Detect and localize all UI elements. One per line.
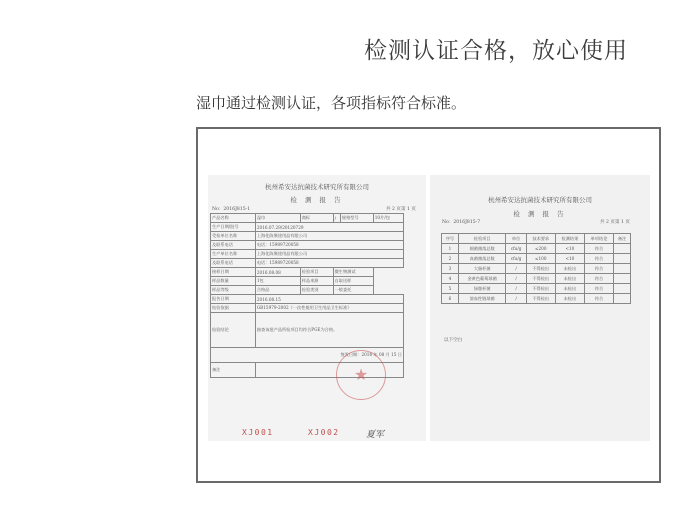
table-cell: 自取送样 [333, 277, 373, 286]
test-results-table [441, 233, 631, 304]
table-cell: 绿脓杆菌 [458, 284, 506, 294]
table-cell: 检验项目 [300, 268, 333, 277]
report-number: No：2016J815-7 [442, 220, 481, 225]
table-cell: / [333, 214, 340, 223]
table-cell: <10 [555, 254, 584, 264]
table-cell: 湿巾 [255, 214, 300, 223]
report-org-name: 杭州希安达抗菌技术研究所有限公司 [265, 183, 369, 191]
page-headline: 检测认证合格，放心使用 [364, 38, 628, 64]
table-cell: 及联系电话 [211, 259, 256, 268]
table-row [442, 294, 631, 304]
table-row [211, 214, 404, 223]
table-cell: 生产日期/批号 [211, 223, 256, 232]
table-row [211, 268, 404, 277]
table-cell: 细菌菌落总数 [458, 244, 506, 254]
table-row [442, 244, 631, 254]
table-cell: 样品数量 [211, 277, 256, 286]
table-header-cell: 检验项目 [458, 234, 506, 244]
table-header-cell: 检测结果 [555, 234, 584, 244]
table-cell [614, 254, 631, 264]
table-cell: 上海化陈聚途用品有限公司 [255, 250, 403, 259]
table-cell: 微生物测试 [333, 268, 373, 277]
table-header-cell: 单位 [506, 234, 526, 244]
table-cell: 样品来源 [300, 277, 333, 286]
table-cell: 大肠杆菌 [458, 264, 506, 274]
table-cell: 6 [442, 294, 459, 304]
table-cell: 真菌菌落总数 [458, 254, 506, 264]
table-cell: 及联系电话 [211, 241, 256, 250]
test-report-sheet-2 [430, 175, 650, 441]
table-row [211, 295, 404, 304]
table-cell [614, 274, 631, 284]
table-cell: / [506, 274, 526, 284]
table-cell: 符合 [584, 244, 613, 254]
conclusion-label: 检验结论 [211, 313, 256, 348]
table-header-cell: 技术要求 [526, 234, 555, 244]
table-cell: 未检出 [555, 264, 584, 274]
table-cell: 未检出 [555, 284, 584, 294]
table-cell: 电话：15989720058 [255, 259, 403, 268]
table-cell: 未检出 [555, 294, 584, 304]
table-cell: 上海化陈聚途用品有限公司 [255, 232, 403, 241]
test-report-sheet-1 [208, 175, 426, 441]
remark-label: 备注 [211, 363, 256, 378]
table-cell: 符合 [584, 254, 613, 264]
table-cell: 符合 [584, 284, 613, 294]
table-cell [614, 264, 631, 274]
table-cell: 5 [442, 284, 459, 294]
table-cell: 检验类别 [300, 286, 333, 295]
table-cell [614, 244, 631, 254]
seal-star-icon: ★ [353, 365, 369, 384]
certificate-frame [196, 127, 661, 483]
report-number: No：2016J815-1 [212, 207, 251, 212]
table-cell: 接样日期 [211, 268, 256, 277]
table-cell: 商标 [300, 214, 333, 223]
table-cell: 规格型号 [340, 214, 373, 223]
table-cell: 2016.07.29/20120729 [255, 223, 403, 232]
table-cell: 10片/包 [373, 214, 403, 223]
table-row [211, 250, 404, 259]
table-cell: cfu/g [506, 254, 526, 264]
table-row [211, 277, 404, 286]
table-cell: 报告日期 [211, 295, 256, 304]
table-row [442, 284, 631, 294]
table-cell [614, 284, 631, 294]
table-cell: ≤100 [526, 254, 555, 264]
table-row [211, 223, 404, 232]
table-row [442, 274, 631, 284]
table-row [442, 264, 631, 274]
report-title: 检 测 报 告 [513, 210, 567, 218]
table-cell: 符合 [584, 264, 613, 274]
table-cell: 3 [442, 264, 459, 274]
table-cell: 4 [442, 274, 459, 284]
report-org-name: 杭州希安达抗菌技术研究所有限公司 [488, 196, 592, 204]
table-cell: 未检出 [555, 274, 584, 284]
table-cell: 不得检出 [526, 284, 555, 294]
table-cell: 溶血性链球菌 [458, 294, 506, 304]
table-cell: 2016.08.08 [255, 268, 300, 277]
table-cell: 受检单位名称 [211, 232, 256, 241]
table-cell: 生产单位名称 [211, 250, 256, 259]
table-cell: cfu/g [506, 244, 526, 254]
table-cell: / [506, 294, 526, 304]
table-row [211, 304, 404, 313]
report-title: 检 测 报 告 [290, 196, 344, 204]
table-header-cell: 序号 [442, 234, 459, 244]
table-cell: / [506, 284, 526, 294]
table-row [211, 259, 404, 268]
handwritten-number-2: XJ002 [308, 428, 340, 437]
table-header-cell: 单项结论 [584, 234, 613, 244]
table-cell: 一般委托 [333, 286, 373, 295]
table-cell: 金黄色葡萄球菌 [458, 274, 506, 284]
table-cell: 符合 [584, 274, 613, 284]
table-row [211, 241, 404, 250]
table-cell: 产品名称 [211, 214, 256, 223]
table-cell: 1 [442, 244, 459, 254]
table-cell: 2016.08.15 [255, 295, 403, 304]
table-cell: GB15979-2002《一次性使用卫生用品卫生标准》 [255, 304, 403, 313]
report-page: 共 2 页第 1 页 [385, 207, 416, 212]
table-header-cell: 备注 [614, 234, 631, 244]
table-cell: 符合 [584, 294, 613, 304]
table-cell: 电话：15989720058 [255, 241, 403, 250]
conclusion-text: 抽查该批产品所检项目均符合PGE为合格。 [255, 313, 403, 348]
table-cell: <10 [555, 244, 584, 254]
inspector-signature: 夏军 [366, 430, 385, 440]
blank-note: 以下空白 [444, 338, 463, 343]
table-cell: 不得检出 [526, 274, 555, 284]
table-row [211, 286, 404, 295]
table-cell: ≤200 [526, 244, 555, 254]
official-seal-stamp [336, 350, 386, 400]
table-cell: 不得检出 [526, 294, 555, 304]
table-row [211, 232, 404, 241]
table-cell: 样品等级 [211, 286, 256, 295]
table-cell: 检验依据 [211, 304, 256, 313]
table-cell: 不得检出 [526, 264, 555, 274]
table-cell: 2 [442, 254, 459, 264]
report-page: 共 2 页第 1 页 [599, 220, 630, 225]
table-cell: 1包 [255, 277, 300, 286]
table-cell [614, 294, 631, 304]
handwritten-number-1: XJ001 [242, 428, 274, 437]
sign-date: 签发日期：2016 年 08 月 15 日 [211, 348, 404, 363]
table-cell: / [506, 264, 526, 274]
table-row [442, 254, 631, 264]
page-subline: 湿巾通过检测认证，各项指标符合标准。 [196, 94, 467, 112]
table-cell: 合格品 [255, 286, 300, 295]
